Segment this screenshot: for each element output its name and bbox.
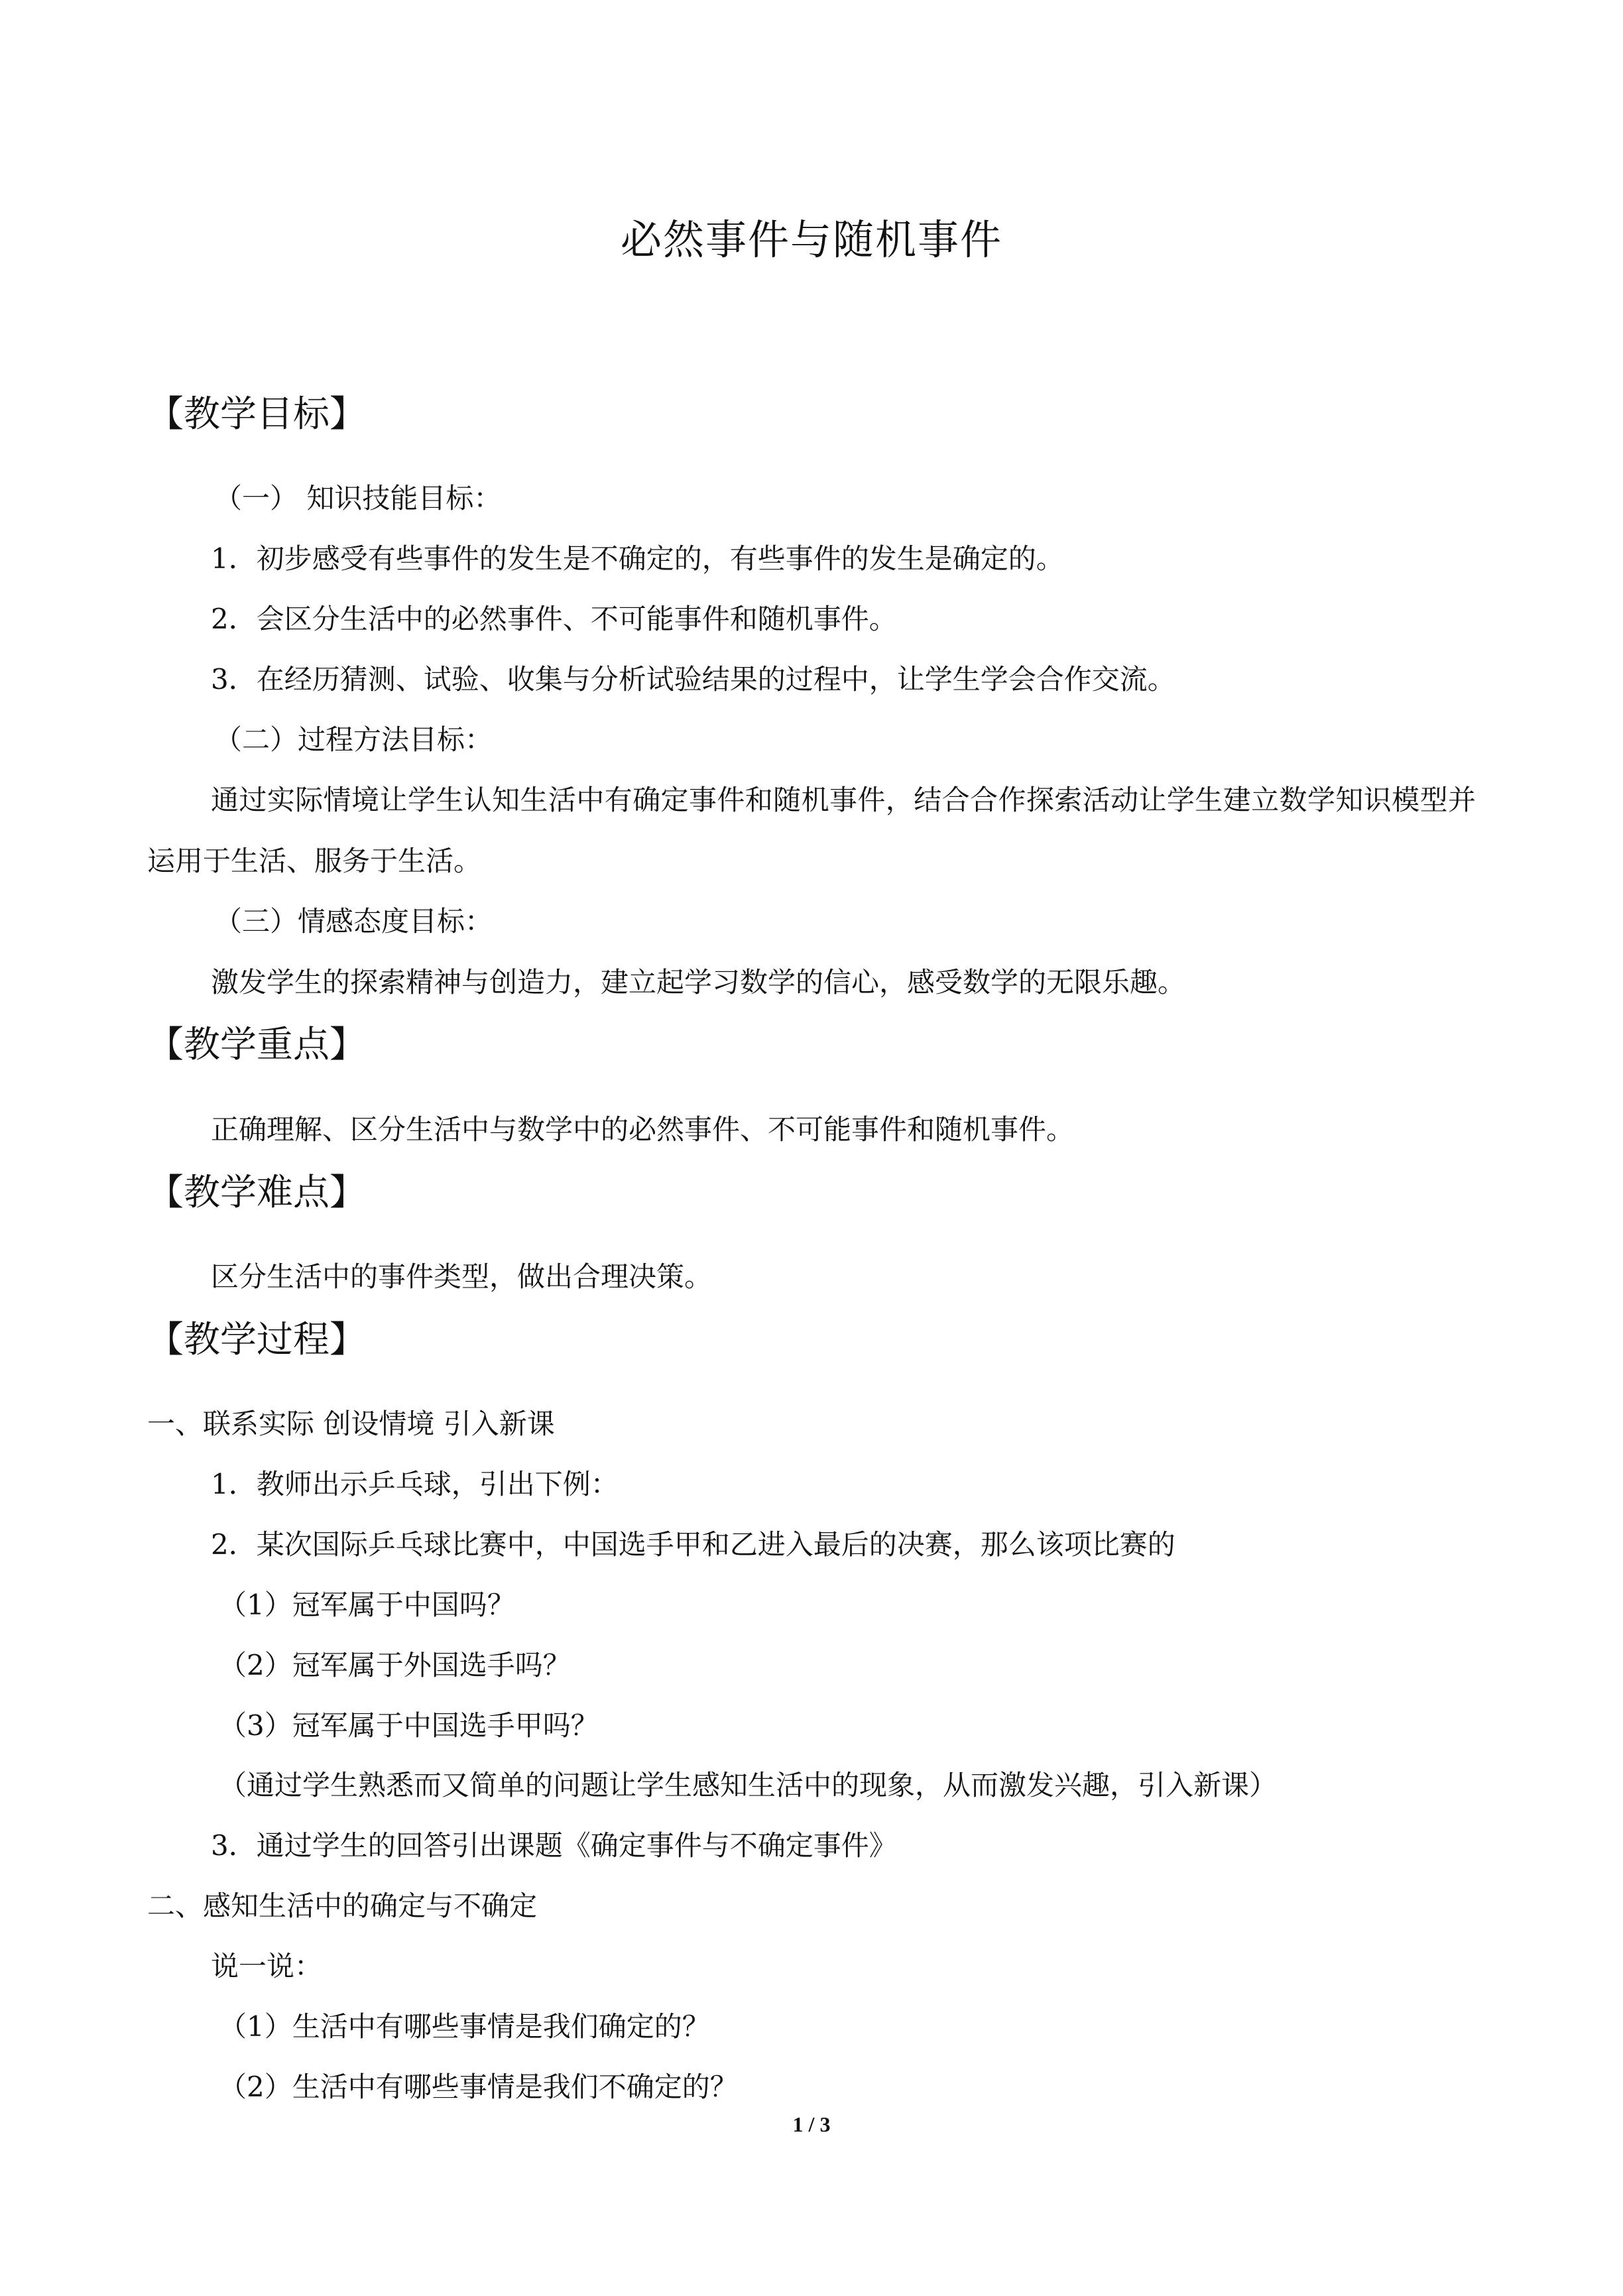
- part1-question-1: （1）冠军属于中国吗？: [219, 1589, 515, 1621]
- part2-prompt: 说一说：: [211, 1950, 323, 1982]
- page-number: 1 / 3: [792, 2112, 831, 2136]
- knowledge-item-3: 3．在经历猜测、试验、收集与分析试验结果的过程中，让学生学会合作交流。: [211, 663, 1175, 695]
- knowledge-item-1: 1．初步感受有些事件的发生是不确定的，有些事件的发生是确定的。: [211, 542, 1064, 575]
- part1-question-3: （3）冠军属于中国选手甲吗？: [219, 1709, 599, 1742]
- difficulties-heading: 【教学难点】: [147, 1171, 367, 1213]
- key-points-heading: 【教学重点】: [147, 1023, 367, 1065]
- process-method-text: 通过实际情境让学生认知生活中有确定事件和随机事件，结合合作探索活动让学生建立数学知识模型并运用于生活、服务于生活。: [147, 784, 1476, 877]
- part2-question-1: （1）生活中有哪些事情是我们确定的？: [219, 2010, 710, 2043]
- emotion-label: （三）情感态度目标：: [214, 905, 493, 937]
- key-points-text: 正确理解、区分生活中与数学中的必然事件、不可能事件和随机事件。: [211, 1113, 1075, 1146]
- part2-question-2: （2）生活中有哪些事情是我们不确定的？: [219, 2071, 738, 2103]
- objectives-heading: 【教学目标】: [147, 393, 367, 435]
- part1-question-2: （2）冠军属于外国选手吗？: [219, 1649, 571, 1681]
- page-title: 必然事件与随机事件: [620, 215, 1002, 264]
- part1-item-3: 3．通过学生的回答引出课题《确定事件与不确定事件》: [211, 1829, 897, 1862]
- part1-title: 一、联系实际 创设情境 引入新课: [147, 1408, 555, 1440]
- part1-item-2: 2．某次国际乒乓球比赛中，中国选手甲和乙进入最后的决赛，那么该项比赛的: [211, 1528, 1175, 1561]
- knowledge-item-2: 2．会区分生活中的必然事件、不可能事件和随机事件。: [211, 603, 897, 635]
- process-method-label: （二）过程方法目标：: [214, 723, 493, 756]
- emotion-text: 激发学生的探索精神与创造力，建立起学习数学的信心，感受数学的无限乐趣。: [211, 966, 1186, 998]
- part1-note: （通过学生熟悉而又简单的问题让学生感知生活中的现象，从而激发兴趣，引入新课）: [219, 1769, 1278, 1801]
- part1-item-1: 1．教师出示乒乓球，引出下例：: [211, 1468, 619, 1500]
- process-heading: 【教学过程】: [147, 1318, 367, 1360]
- knowledge-label: （一） 知识技能目标：: [214, 482, 502, 514]
- part2-title: 二、感知生活中的确定与不确定: [147, 1890, 538, 1922]
- difficulties-text: 区分生活中的事件类型，做出合理决策。: [211, 1260, 713, 1293]
